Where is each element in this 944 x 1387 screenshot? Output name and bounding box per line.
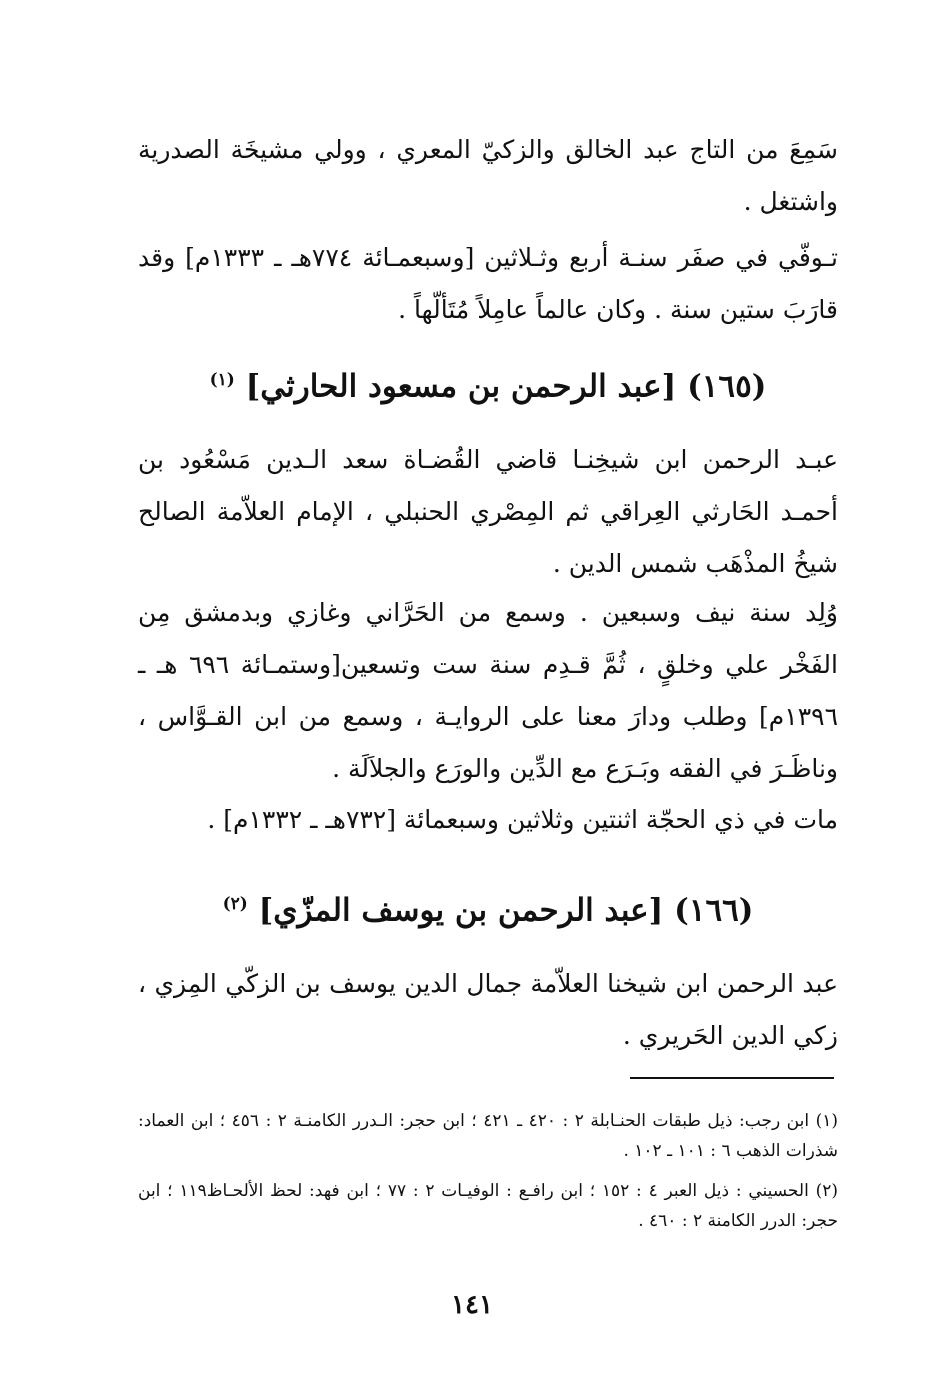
paragraph-4: وُلِد سنة نيف وسبعين . وسمع من الحَرَّاني وغازي وبدمشق مِن الفَخْر علي وخلقٍ ، ثُمَّ قـدِم سنة ست وتسعين[وستمـائة ٦٩٦ هـ ـ ١٣٩٦م] وطلب ودارَ معنا على الروايـة ، وسمع من ابن القـوَّاس ، وناظَـرَ في الفقه وبَـرَع مع الدِّين والورَع والجلاَلَة . xyxy=(138,598,838,783)
footnote-separator xyxy=(630,1077,834,1079)
page-number: ١٤١ xyxy=(451,1290,493,1320)
entry-heading-166 xyxy=(138,880,838,934)
footnote-1: (١) ابن رجب: ذيل طبقات الحنـابلة ٢ : ٤٢٠ ـ ٤٢١ ؛ ابن حجر: الـدرر الكامنـة ٢ : ٤٥٦ ؛ ابن العماد: شذرات الذهب ٦ : ١٠١ ـ ١٠٢ . xyxy=(138,1111,838,1161)
footnote-2: (٢) الحسيني : ذيل العبر ٤ : ١٥٢ ؛ ابن رافـع : الوفيـات ٢ : ٧٧ ؛ ابن فهد: لحظ الألحـاظ١١٩ ؛ ابن حجر: الدرر الكامنة ٢ : ٤٦٠ . xyxy=(138,1181,838,1231)
footnote-ref-1: (١) xyxy=(209,370,235,390)
entry-heading-165-text: (١٦٥) [عبد الرحمن بن مسعود الحارثي] xyxy=(245,368,767,405)
paragraph-1: سَمِعَ من التاج عبد الخالق والزكيّ المعري ، وولي مشيخَة الصدرية واشتغل . xyxy=(138,135,838,216)
footnote-ref-2: (٢) xyxy=(222,894,248,914)
entry-heading-165 xyxy=(138,356,838,410)
paragraph-5: مات في ذي الحجّة اثنتين وثلاثين وسبعمائة [٧٣٢هـ ـ ١٣٣٢م] . xyxy=(207,805,838,834)
paragraph-3: عبـد الرحمن ابن شيخِنـا قاضي القُضـاة سعد الـدين مَسْعُود بن أحمـد الحَارثي العِراقي ثم المِصْري الحنبلي ، الإمام العلاّمة الصالح شيخُ المذْهَب شمس الدين . xyxy=(138,445,838,578)
entry-heading-166-text: (١٦٦) [عبد الرحمن بن يوسف المزّي] xyxy=(258,892,754,929)
paragraph-6: عبد الرحمن ابن شيخنا العلاّمة جمال الدين يوسف بن الزكّي المِزي ، زكي الدين الحَريري . xyxy=(138,969,838,1050)
paragraph-2: تـوفّي في صفَر سنـة أربع وثـلاثين [وسبعمـائة ٧٧٤هـ ـ ١٣٣٣م] وقد قارَبَ ستين سنة . وكان عالماً عامِلاً مُتَألّهاً . xyxy=(138,243,838,324)
